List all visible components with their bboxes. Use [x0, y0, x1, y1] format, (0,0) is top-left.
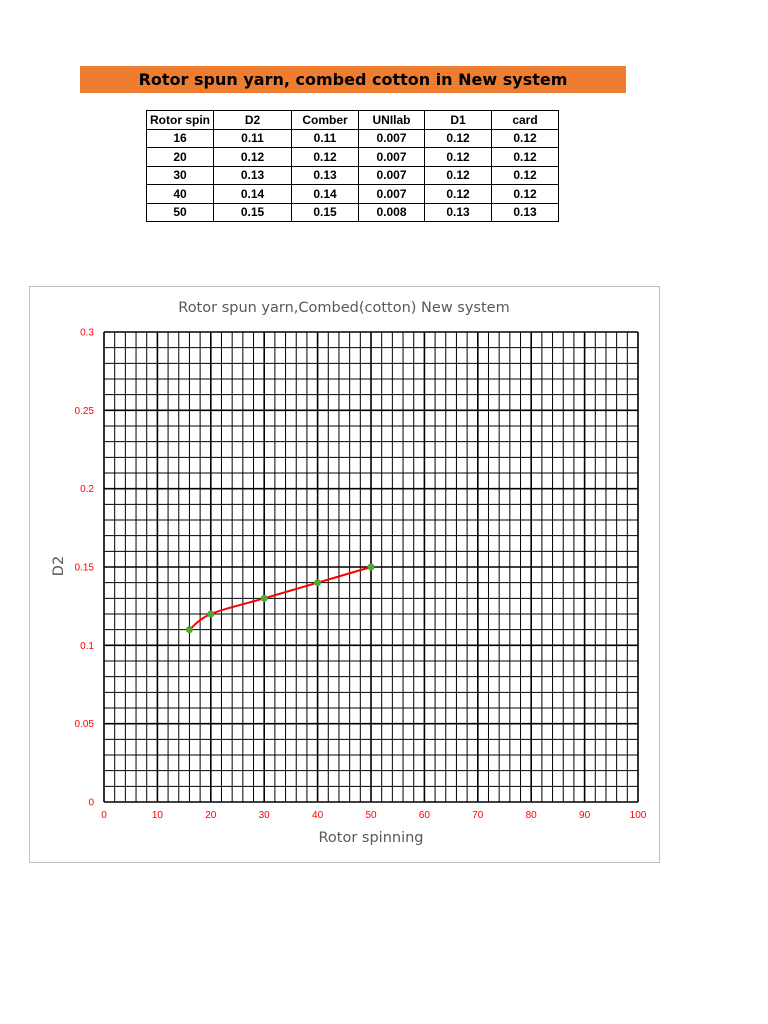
- table-cell: 20: [147, 148, 214, 167]
- table-cell: 0.13: [292, 166, 359, 185]
- table-cell: 0.12: [492, 129, 559, 148]
- x-tick-label: 30: [258, 810, 270, 821]
- table-cell: 50: [147, 203, 214, 222]
- table-cell: 0.007: [359, 185, 425, 204]
- x-tick-label: 70: [472, 810, 484, 821]
- table-cell: 0.007: [359, 166, 425, 185]
- x-axis-ticks: [101, 810, 647, 821]
- y-tick-label: 0.25: [74, 405, 94, 417]
- header-d2: D2: [214, 111, 292, 130]
- header-card: card: [492, 111, 559, 130]
- table-cell: 0.007: [359, 129, 425, 148]
- table-cell: 0.12: [425, 129, 492, 148]
- x-axis-title: Rotor spinning: [318, 830, 424, 846]
- table-cell: 0.12: [425, 148, 492, 167]
- x-tick-label: 40: [312, 810, 324, 821]
- table-cell: 30: [147, 166, 214, 185]
- table-cell: 0.12: [492, 185, 559, 204]
- table-cell: 0.15: [214, 203, 292, 222]
- y-tick-label: 0.1: [80, 640, 94, 652]
- x-tick-label: 60: [418, 810, 430, 821]
- x-tick-label: 100: [629, 810, 647, 821]
- header-rotor-spin: Rotor spin: [147, 111, 214, 130]
- table-cell: 0.12: [214, 148, 292, 167]
- x-tick-label: 20: [205, 810, 217, 821]
- chart-title: Rotor spun yarn,Combed(cotton) New system: [178, 300, 510, 316]
- data-point: [314, 579, 321, 586]
- table-cell: 0.007: [359, 148, 425, 167]
- header-comber: Comber: [292, 111, 359, 130]
- y-tick-label: 0.2: [80, 484, 94, 496]
- y-tick-label: 0.05: [74, 719, 94, 731]
- table-cell: 0.12: [492, 148, 559, 167]
- table-cell: 0.13: [214, 166, 292, 185]
- table-cell: 0.11: [214, 129, 292, 148]
- data-point: [186, 626, 193, 633]
- x-tick-label: 0: [101, 810, 107, 821]
- table-cell: 0.12: [292, 148, 359, 167]
- table-cell: 0.13: [425, 203, 492, 222]
- y-tick-label: 0.15: [74, 562, 94, 574]
- table-cell: 0.14: [214, 185, 292, 204]
- table-cell: 0.11: [292, 129, 359, 148]
- x-tick-label: 80: [525, 810, 537, 821]
- table-cell: 0.15: [292, 203, 359, 222]
- table-cell: 0.13: [492, 203, 559, 222]
- table-cell: 0.12: [425, 166, 492, 185]
- table-cell: 16: [147, 129, 214, 148]
- y-tick-label: 0.3: [80, 327, 94, 339]
- y-axis-title: D2: [51, 555, 67, 577]
- table-cell: 40: [147, 185, 214, 204]
- sheet-title: Rotor spun yarn, combed cotton in New system: [138, 70, 568, 89]
- table-cell: 0.008: [359, 203, 425, 222]
- data-point: [261, 595, 268, 602]
- y-tick-label: 0: [88, 797, 94, 809]
- header-d1: D1: [425, 111, 492, 130]
- x-tick-label: 10: [151, 810, 163, 821]
- x-tick-label: 90: [579, 810, 591, 821]
- header-unilab: UNIlab: [359, 111, 425, 130]
- table-cell: 0.12: [492, 166, 559, 185]
- data-point: [207, 611, 214, 618]
- x-tick-label: 50: [365, 810, 377, 821]
- y-axis-ticks: [75, 328, 95, 809]
- table-cell: 0.14: [292, 185, 359, 204]
- data-point: [368, 564, 375, 571]
- table-cell: 0.12: [425, 185, 492, 204]
